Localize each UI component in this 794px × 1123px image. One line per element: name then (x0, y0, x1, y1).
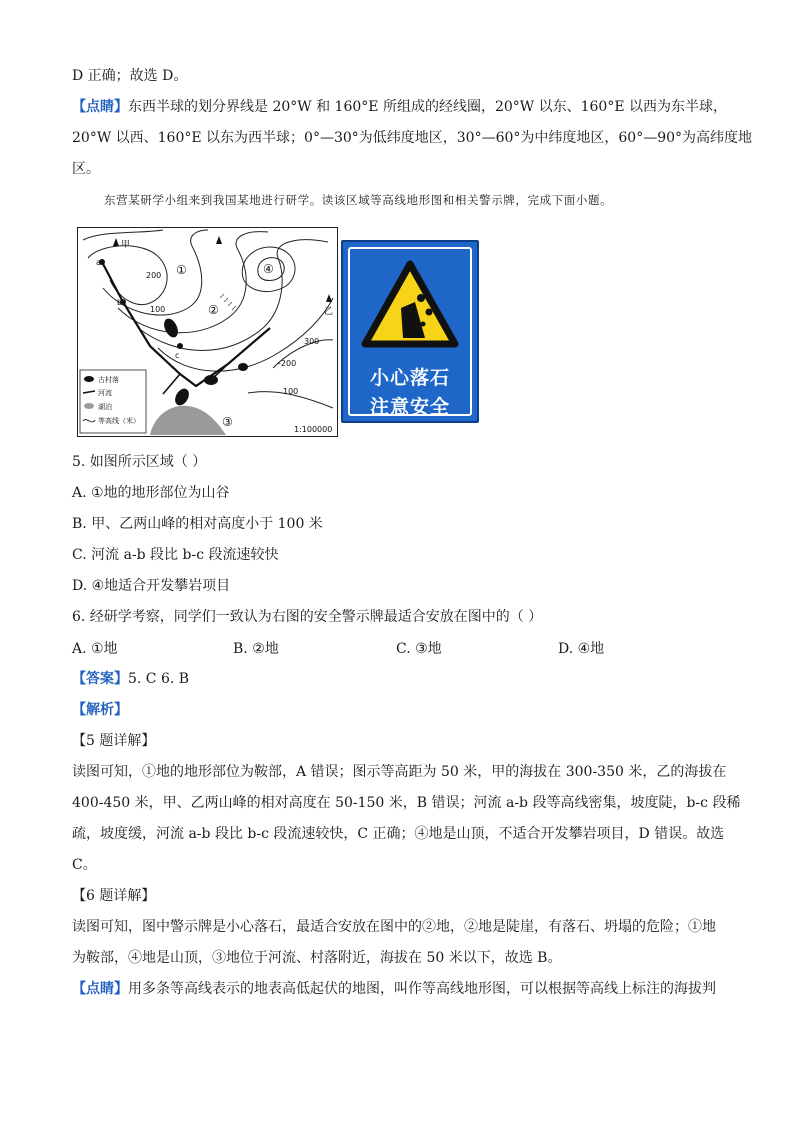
option-5d: D. ④地适合开发攀岩项目 (72, 578, 231, 594)
tip-line: 20°W 以西、160°E 以东为西半球；0°—30°为低纬度地区，30°—60°为中纬度地区，60°—90°为高纬度地 (72, 130, 753, 146)
sign-line-2: 注意安全 (369, 396, 450, 418)
option-6c: C. ③地 (396, 641, 442, 657)
option-6a: A. ①地 (72, 641, 118, 657)
text-line: D 正确；故选 D。 (72, 68, 188, 84)
question-6: 6. 经研学考察，同学们一致认为右图的安全警示牌最适合安放在图中的（ ） (72, 609, 543, 625)
option-6d: D. ④地 (558, 641, 605, 657)
map-scale: 1:100000 (294, 425, 333, 434)
location-3-label: ③ (222, 415, 233, 429)
tip-tag: 【点睛】 (72, 99, 128, 115)
detail-5-heading: 【5 题详解】 (72, 733, 156, 749)
map-legend (80, 370, 146, 433)
detail-5-text: 读图可知，①地的地形部位为鞍部，A 错误；图示等高距为 50 米，甲的海拔在 300-350 米，乙的海拔在 (72, 764, 727, 780)
analysis-heading: 【解析】 (72, 702, 128, 718)
answer-line (72, 669, 189, 689)
answer-tag: 【答案】 (72, 671, 128, 687)
legend-village: 古村落 (98, 376, 119, 384)
contour-map-svg (78, 228, 336, 435)
legend-contour: 等高线（米） (98, 417, 140, 425)
tip-line (72, 979, 716, 999)
detail-6-text: 读图可知，图中警示牌是小心落石，最适合安放在图中的②地，②地是陡崖，有落石、坍塌的危险；①地 (72, 919, 716, 935)
tip-text: 用多条等高线表示的地表高低起伏的地图，叫作等高线地形图，可以根据等高线上标注的海拔判 (128, 981, 716, 997)
contour-label-200: 200 (146, 271, 162, 280)
contour-label-100: 100 (150, 305, 166, 314)
legend-lake: 湖泊 (98, 403, 112, 411)
location-2-label: ② (208, 303, 219, 317)
point-b-label: b (117, 298, 123, 307)
point-c-label: c (175, 351, 180, 360)
question-5: 5. 如图所示区域（ ） (72, 454, 207, 470)
location-1-label: ① (176, 263, 187, 277)
detail-5-text: C。 (72, 857, 97, 873)
option-5c: C. 河流 a-b 段比 b-c 段流速较快 (72, 547, 279, 563)
option-6b: B. ②地 (233, 641, 279, 657)
peak-yi-label: 乙 (324, 307, 334, 317)
option-5a: A. ①地的地形部位为山谷 (72, 485, 230, 501)
contour-label-300: 300 (304, 337, 320, 346)
falling-rocks-sign (341, 240, 479, 423)
detail-6-text: 为鞍部，④地是山顶，③地位于河流、村落附近，海拔在 50 米以下，故选 B。 (72, 950, 562, 966)
legend-river: 河流 (98, 389, 112, 397)
contour-label-100-right: 100 (283, 387, 299, 396)
tip-text: 东西半球的划分界线是 20°W 和 160°E 所组成的经线圈，20°W 以东、160°E 以西为东半球， (128, 99, 727, 115)
detail-5-text: 400-450 米，甲、乙两山峰的相对高度在 50-150 米，B 错误；河流 a-b 段等高线密集，坡度陡，b-c 段稀 (72, 795, 741, 811)
point-a-label: a (96, 258, 101, 267)
detail-6-heading: 【6 题详解】 (72, 888, 156, 904)
tip-tag: 【点睛】 (72, 981, 128, 997)
sign-line-1: 小心落石 (369, 367, 450, 389)
tip-line: 区。 (72, 161, 100, 177)
peak-jia-label: 甲 (121, 240, 131, 250)
tip-line (72, 97, 727, 117)
detail-5-text: 疏，坡度缓，河流 a-b 段比 b-c 段流速较快，C 正确；④地是山顶，不适合开发攀岩项目，D 错误。故选 (72, 826, 725, 842)
question-intro: 东营某研学小组来到我国某地进行研学。读该区域等高线地形图和相关警示牌，完成下面小题。 (104, 193, 613, 207)
contour-map (77, 227, 338, 437)
location-4-label: ④ (263, 262, 274, 276)
contour-label-200-right: -200 (278, 359, 297, 368)
option-5b: B. 甲、乙两山峰的相对高度小于 100 米 (72, 516, 323, 532)
answer-text: 5. C 6. B (128, 671, 190, 687)
